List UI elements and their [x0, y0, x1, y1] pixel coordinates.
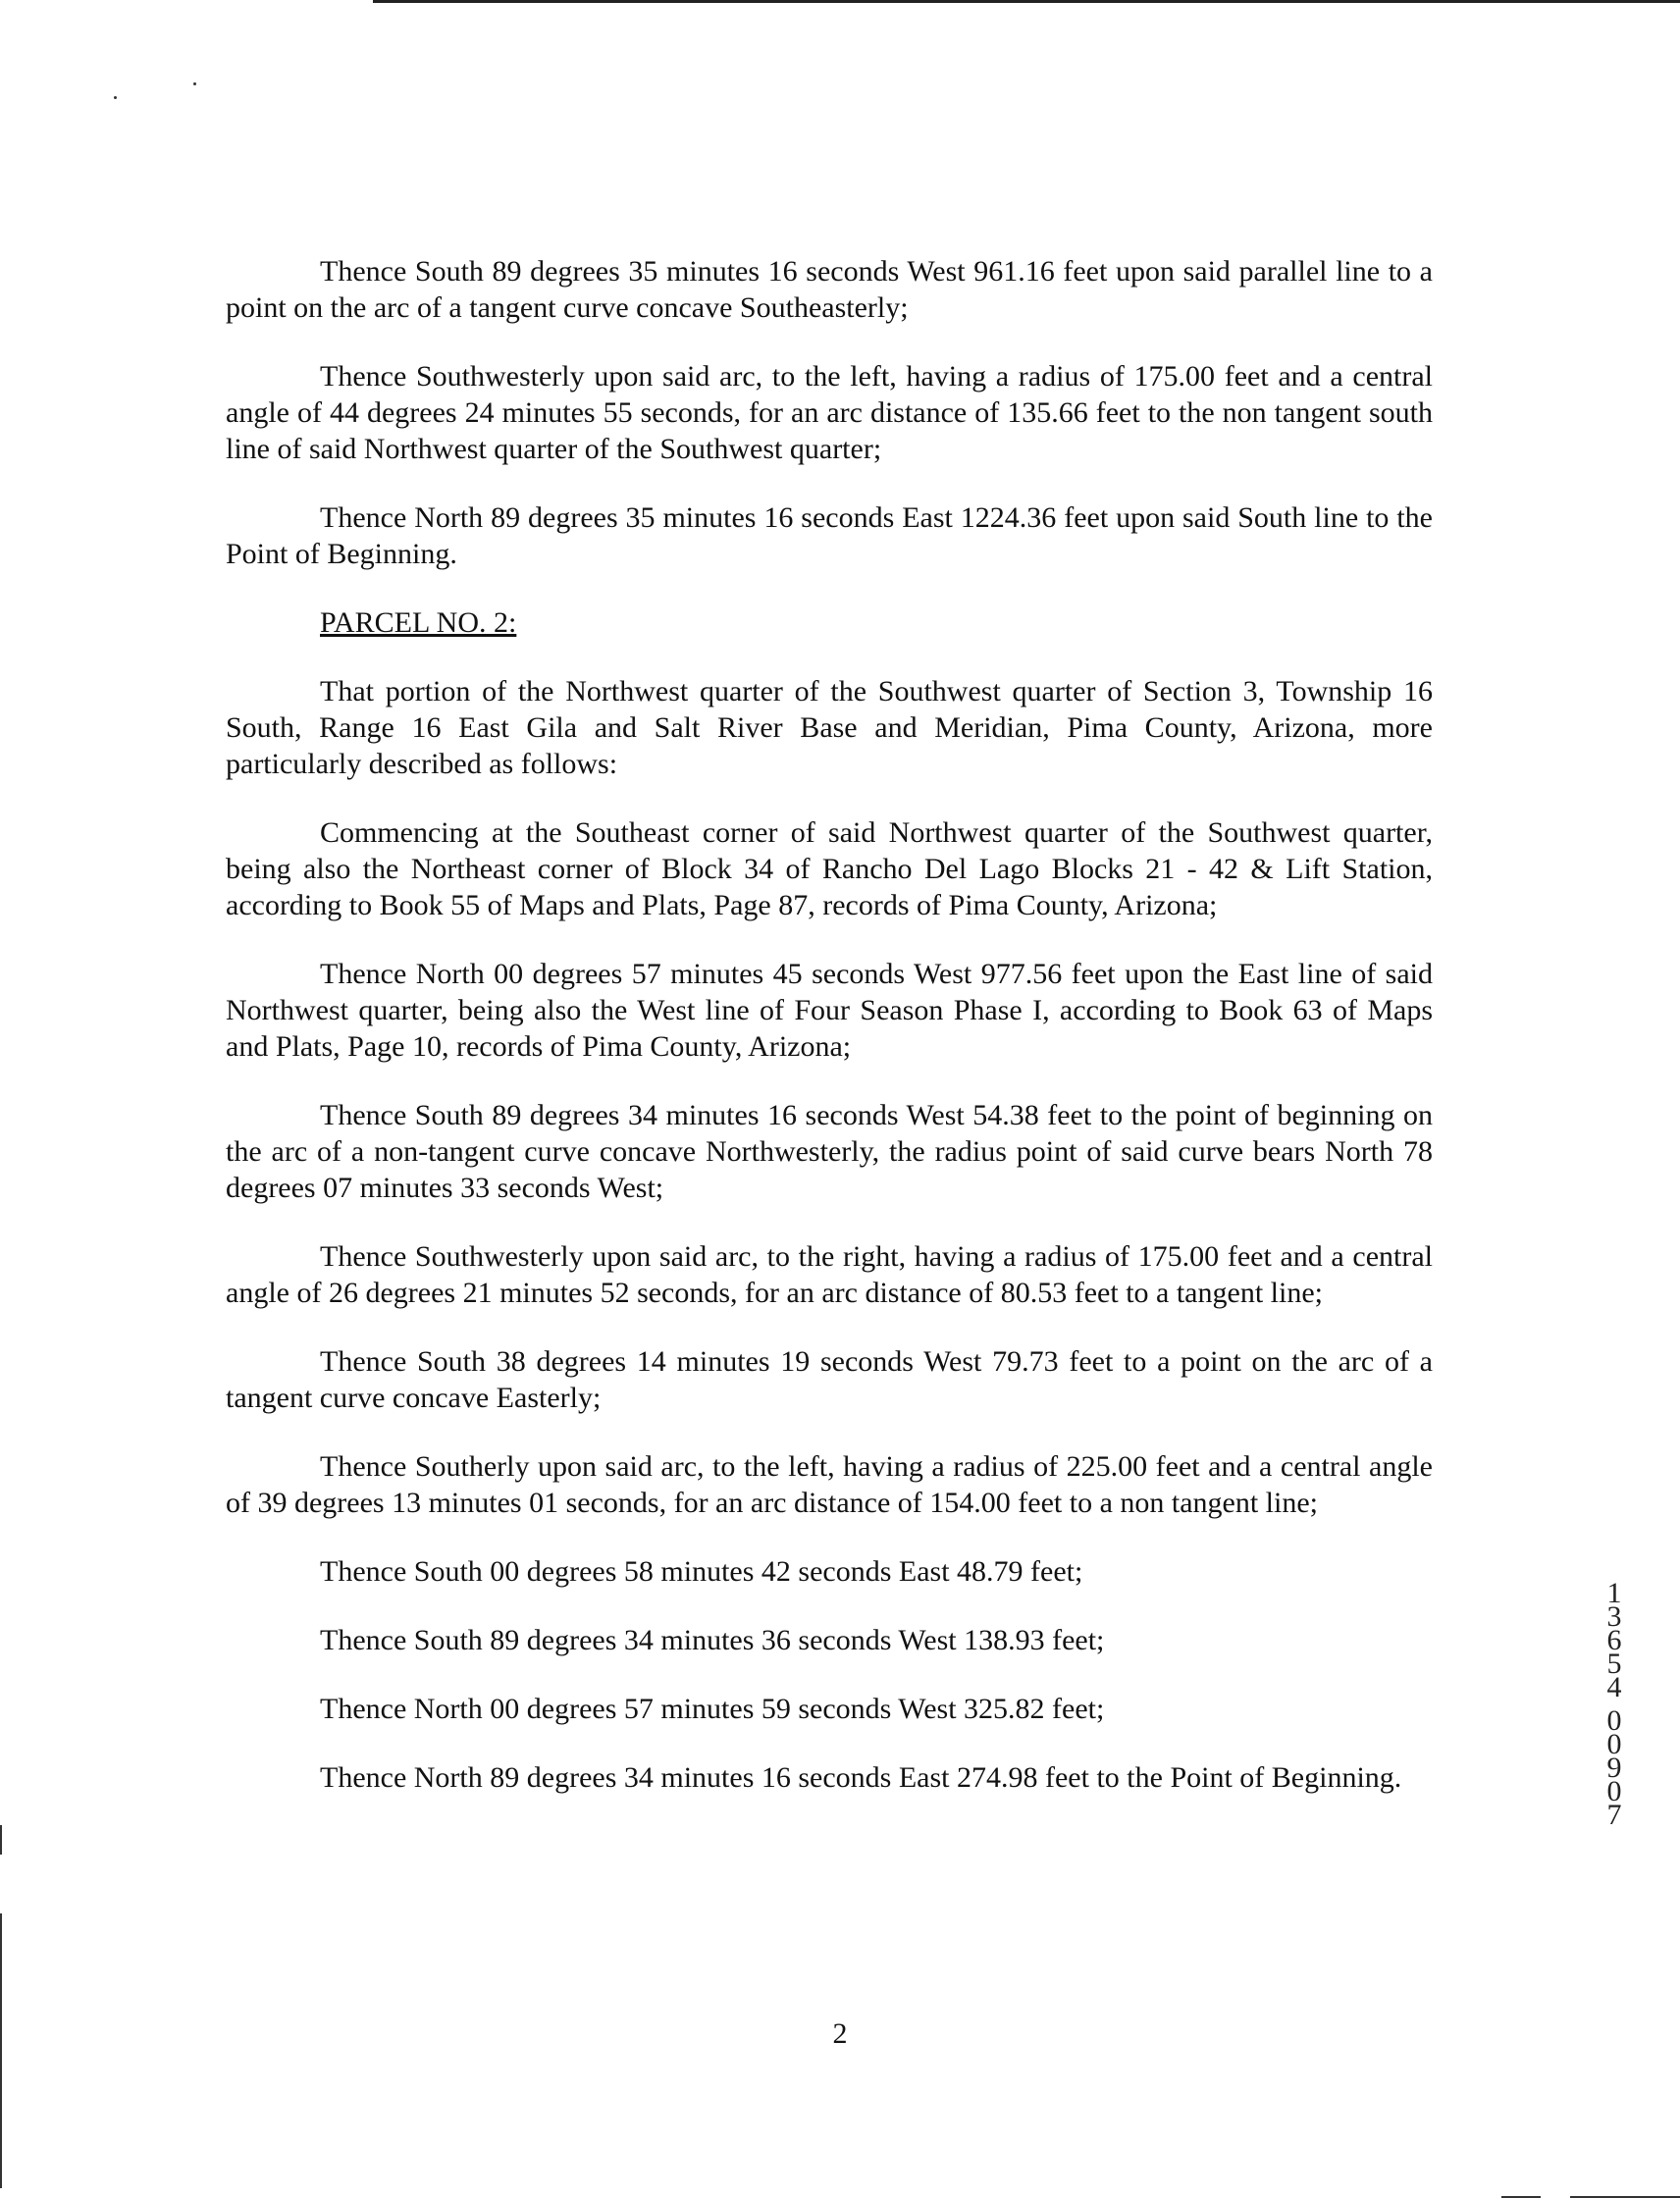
- recording-digit: 9: [1606, 1752, 1622, 1784]
- recording-digit: 0: [1606, 1728, 1622, 1760]
- parcel-paragraph: Thence South 89 degrees 34 minutes 36 seconds West 138.93 feet;: [320, 1624, 1105, 1656]
- parcel-paragraph: That portion of the Northwest quarter of the Southwest quarter of Section 3, Township 16 South, Range 16 East Gila and Salt River Base and Meridian, Pima County, Arizona, more particularly described as follows:: [226, 675, 1433, 780]
- legal-paragraph: Thence North 89 degrees 35 minutes 16 seconds East 1224.36 feet upon said South line to the Point of Beginning.: [226, 501, 1433, 570]
- parcel-paragraph: Thence South 00 degrees 58 minutes 42 seconds East 48.79 feet;: [320, 1555, 1083, 1588]
- document-body: [226, 253, 1433, 1828]
- parcel-paragraph: Thence Southwesterly upon said arc, to the right, having a radius of 175.00 feet and a central angle of 26 degrees 21 minutes 52 seconds, for an arc distance of 80.53 feet to a tangent line;: [226, 1240, 1433, 1309]
- parcel-paragraph: Thence North 00 degrees 57 minutes 59 seconds West 325.82 feet;: [320, 1693, 1105, 1725]
- scan-edge-line: [373, 0, 1680, 3]
- scan-left-edge-mark: [0, 1825, 2, 1855]
- legal-paragraph: Thence South 89 degrees 35 minutes 16 seconds West 961.16 feet upon said parallel line to a point on the arc of a tangent curve concave Southeasterly;: [226, 255, 1433, 324]
- legal-paragraph: Thence Southwesterly upon said arc, to the left, having a radius of 175.00 feet and a central angle of 44 degrees 24 minutes 55 seconds, for an arc distance of 135.66 feet to the non tangent south line of said Northwest quarter of the Southwest quarter;: [226, 360, 1433, 465]
- parcel-paragraph: Thence South 38 degrees 14 minutes 19 seconds West 79.73 feet to a point on the arc of a tangent curve concave Easterly;: [226, 1345, 1433, 1414]
- parcel-heading: PARCEL NO. 2:: [320, 606, 517, 639]
- parcel-paragraph: Thence North 89 degrees 34 minutes 16 seconds East 274.98 feet to the Point of Beginning.: [320, 1761, 1402, 1794]
- recording-digit: 6: [1606, 1624, 1622, 1656]
- recording-digit: 7: [1606, 1799, 1622, 1831]
- parcel-paragraph: Thence South 89 degrees 34 minutes 16 seconds West 54.38 feet to the point of beginning on the arc of a non-tangent curve concave Northwesterly, the radius point of said curve bears North 78 degrees 07 minutes 33 seconds West;: [226, 1099, 1433, 1204]
- recording-digit: 0: [1606, 1704, 1622, 1737]
- scan-speck: [114, 96, 117, 99]
- recording-number-stamp: [1600, 1577, 1629, 1831]
- recording-digit: 1: [1606, 1577, 1622, 1609]
- scan-left-edge-mark: [0, 1913, 2, 2188]
- recording-digit: 5: [1606, 1648, 1622, 1680]
- recording-digit: 0: [1606, 1775, 1622, 1807]
- scan-speck: [193, 82, 196, 85]
- page-number: 2: [832, 2017, 848, 2050]
- parcel-paragraph: Thence Southerly upon said arc, to the left, having a radius of 225.00 feet and a central angle of 39 degrees 13 minutes 01 seconds, for an arc distance of 154.00 feet to a non tangent line;: [226, 1450, 1433, 1519]
- recording-digit: 4: [1606, 1671, 1622, 1703]
- parcel-paragraph: Thence North 00 degrees 57 minutes 45 seconds West 977.56 feet upon the East line of said Northwest quarter, being also the West line of Four Season Phase I, according to Book 63 of Maps and Plats, Page 10, records of Pima County, Arizona;: [226, 958, 1433, 1063]
- parcel-paragraph: Commencing at the Southeast corner of said Northwest quarter of the Southwest quarter, being also the Northeast corner of Block 34 of Rancho Del Lago Blocks 21 - 42 & Lift Station, according to Book 55 of Maps and Plats, Page 87, records of Pima County, Arizona;: [226, 816, 1433, 921]
- recording-digit: 3: [1606, 1600, 1622, 1633]
